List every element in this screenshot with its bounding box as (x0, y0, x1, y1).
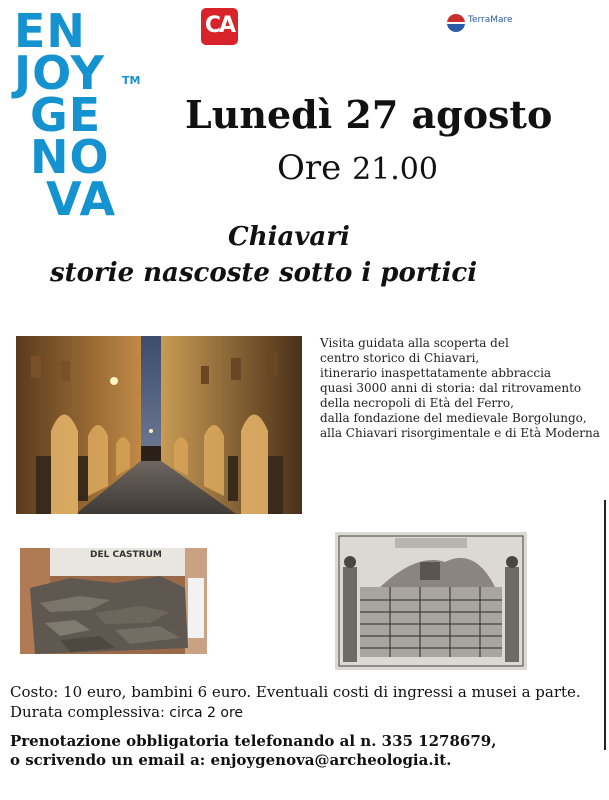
street-porticoes-photo (16, 336, 302, 514)
terramare-logo (447, 14, 522, 36)
logo-line: VA (46, 172, 117, 226)
edge-line (604, 500, 606, 750)
time-value: 21.00 (352, 152, 438, 187)
duration-value: : circa 2 ore (160, 705, 244, 721)
logo-line: EN (14, 4, 86, 58)
historical-etching-image (335, 532, 527, 670)
time-label: Ore (277, 148, 342, 188)
ca-logo-text: CA (204, 13, 235, 38)
description-line: alla Chiavari risorgimentale e di Età Moderna (320, 426, 600, 440)
enjoy-genova-logo (8, 4, 148, 226)
terramare-globe-icon (447, 14, 465, 32)
description-line: itinerario inaspettatamente abbraccia (320, 366, 552, 380)
event-time (277, 148, 438, 188)
castle-sign-text: DEL CASTRUM (90, 550, 162, 560)
castle-stone-photo (20, 548, 207, 654)
description-line: centro storico di Chiavari, (320, 351, 480, 365)
booking-info-line2: o scrivendo un email a: enjoygenova@archeologia.it. (10, 751, 452, 769)
description-line: Visita guidata alla scoperta del (320, 336, 509, 350)
trademark-mark: TM (122, 74, 141, 87)
duration-label: Durata complessiva (10, 703, 161, 721)
terramare-name: TerraMare (468, 15, 513, 25)
event-description (320, 336, 605, 441)
event-date: Lunedì 27 agosto (185, 92, 553, 137)
description-line: quasi 3000 anni di storia: dal ritrovamento (320, 381, 582, 395)
cost-info: Costo: 10 euro, bambini 6 euro. Eventuali costi di ingressi a musei a parte. (10, 683, 581, 701)
description-line: della necropoli di Età del Ferro, (320, 396, 514, 410)
logo-line: GE (30, 88, 102, 142)
duration-info (10, 703, 243, 721)
event-title-line2: storie nascoste sotto i portici (50, 258, 478, 288)
logo-line: JOY (14, 46, 105, 100)
booking-info-line1: Prenotazione obbligatoria telefonando al n. 335 1278679, (10, 732, 497, 750)
ca-logo (201, 8, 238, 45)
event-title-line1: Chiavari (228, 222, 350, 252)
description-line: dalla fondazione del medievale Borgolungo, (320, 411, 587, 425)
logo-line: NO (30, 130, 110, 184)
